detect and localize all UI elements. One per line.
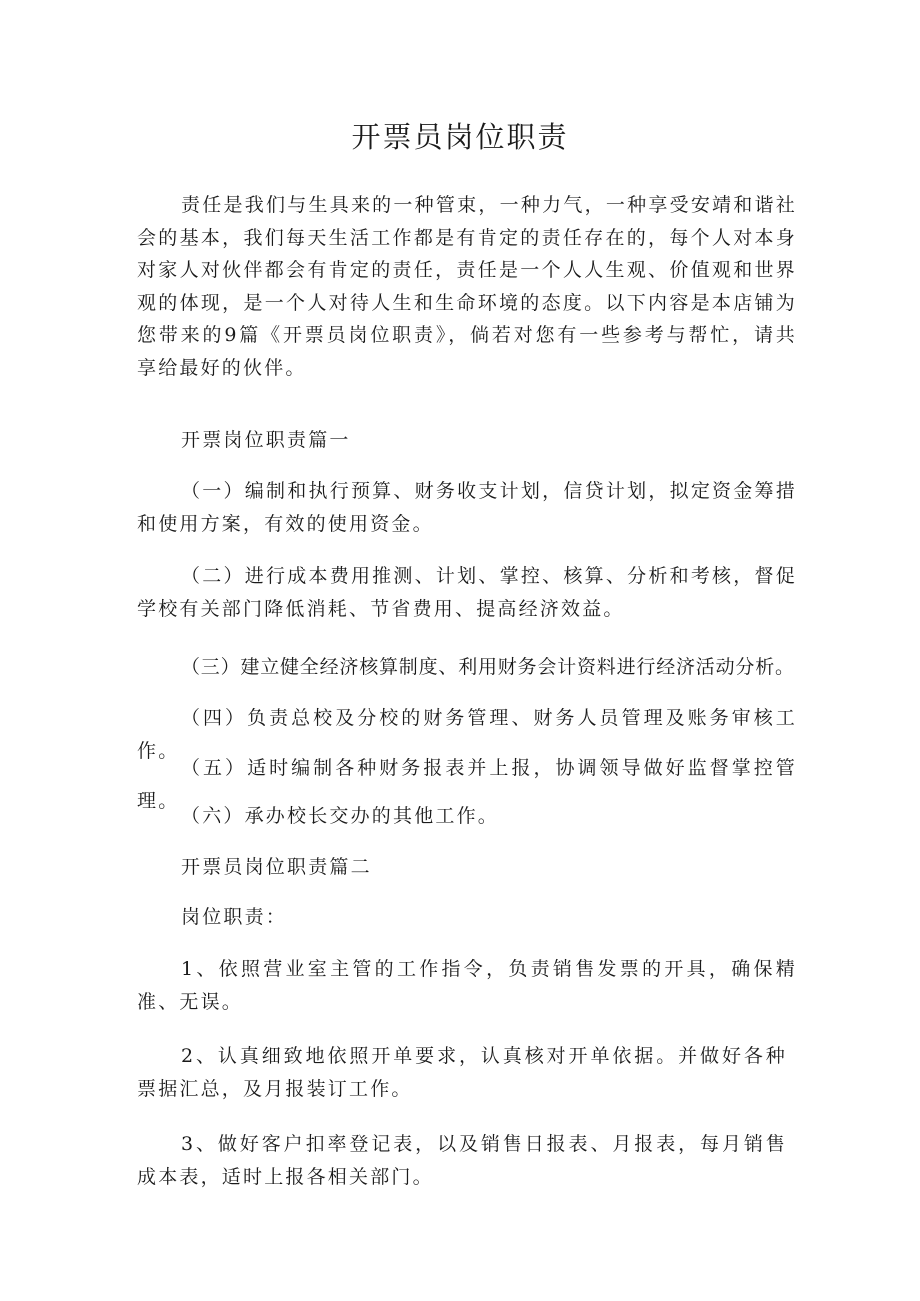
section1-item-3: （三）建立健全经济核算制度、利用财务会计资料进行经济活动分析。 [181,656,795,678]
section1-item-2: （二）进行成本费用推测、计划、掌控、核算、分析和考核，督促学校有关部门降低消耗、节省费用、提高经济效益。 [137,565,797,620]
section1-item-5: （五）适时编制各种财务报表并上报，协调领导做好监督掌控管理。 [137,757,797,812]
document-title: 开票员岗位职责 [351,120,569,154]
section2-subheading: 岗位职责： [181,906,288,928]
section2-item-2: 2、认真细致地依照开单要求，认真核对开单依据。并做好各种票据汇总，及月报装订工作。 [137,1045,787,1100]
section1-item-4: （四）负责总校及分校的财务管理、财务人员管理及账务审核工作。 [137,707,797,762]
section1-item-1: （一）编制和执行预算、财务收支计划，信贷计划，拟定资金筹措和使用方案，有效的使用资金。 [137,480,797,535]
intro-paragraph: 责任是我们与生具来的一种管束，一种力气，一种享受安靖和谐社会的基本，我们每天生活工作都是有肯定的责任存在的，每个人对本身对家人对伙伴都会有肯定的责任，责任是一个人人生观、价值观和世界观的体现，是一个人对待人生和生命环境的态度。以下内容是本店铺为您带来的9篇《开票员岗位职责》，倘若对您有一些参考与帮忙，请共享给最好的伙伴。 [137,194,797,379]
section2-item-1: 1、依照营业室主管的工作指令，负责销售发票的开具，确保精准、无误。 [137,958,797,1013]
section1-item-6: （六）承办校长交办的其他工作。 [181,805,500,827]
section1-heading: 开票岗位职责篇一 [181,429,351,451]
section2-item-3: 3、做好客户扣率登记表，以及销售日报表、月报表，每月销售成本表，适时上报各相关部门。 [137,1133,787,1188]
section2-heading: 开票员岗位职责篇二 [181,856,372,878]
